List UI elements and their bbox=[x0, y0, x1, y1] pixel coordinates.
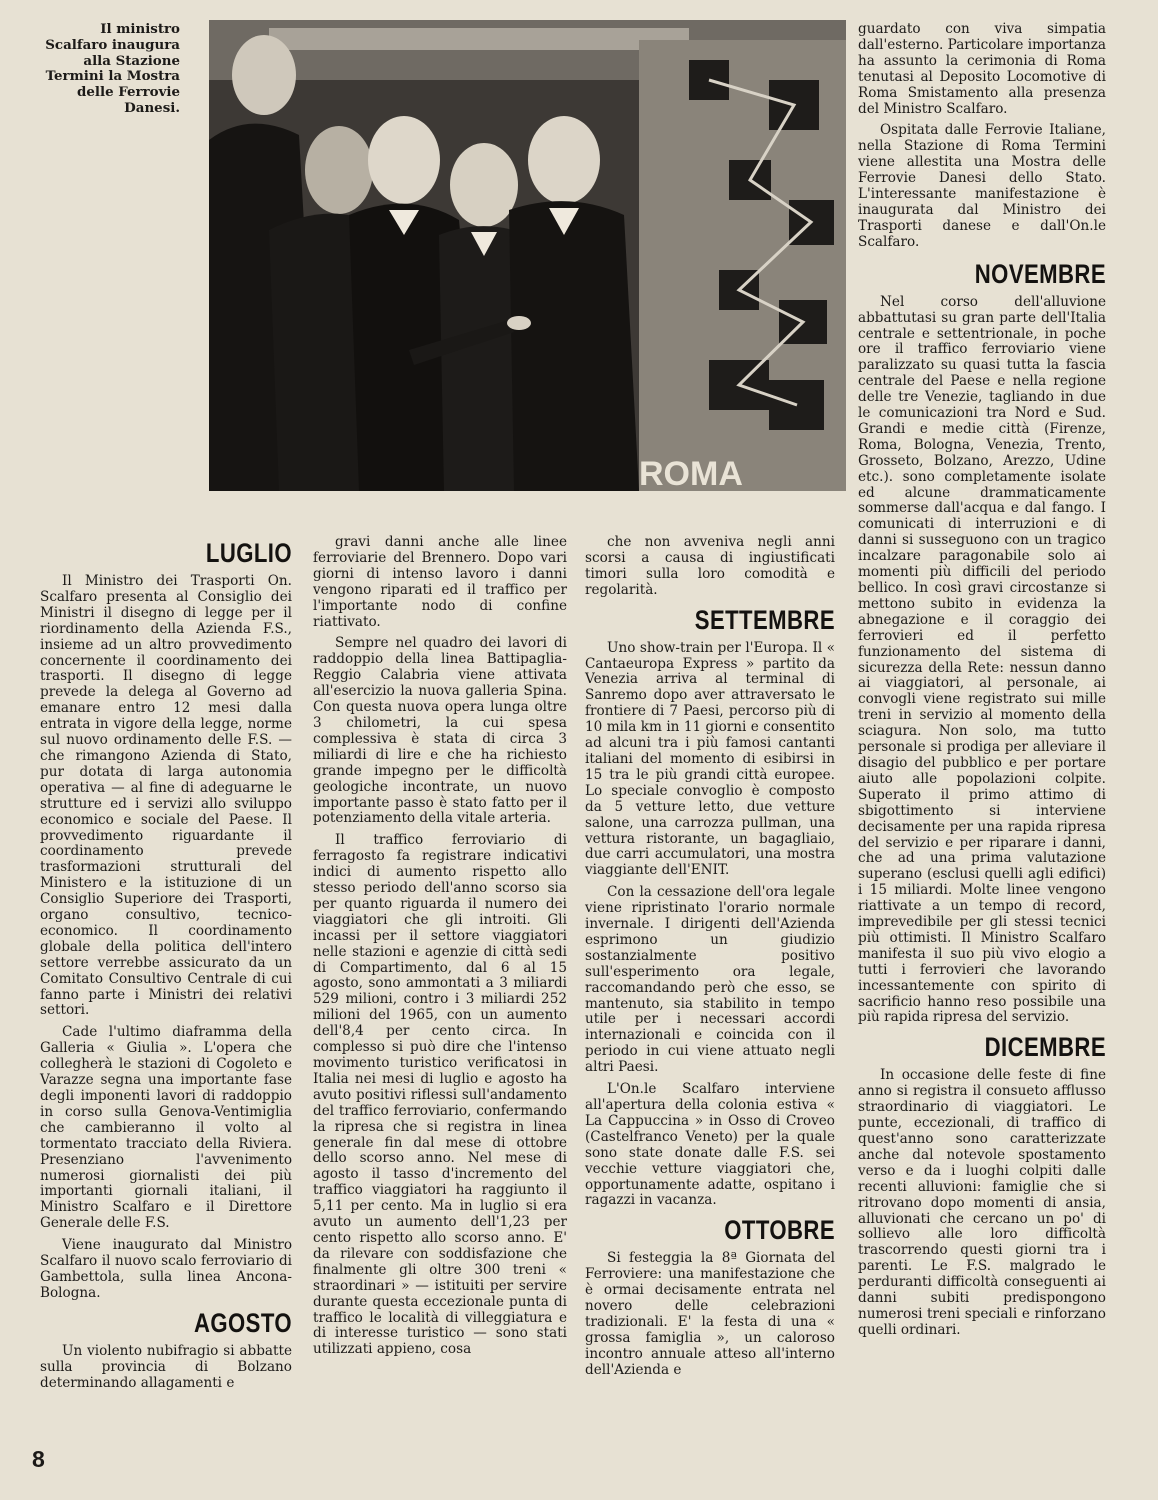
heading-luglio: LUGLIO bbox=[205, 538, 292, 568]
column-1 bbox=[40, 538, 292, 1398]
paragraph: Un violento nubifragio si abbatte sulla provincia di Bolzano determinando allagamenti e bbox=[40, 1342, 292, 1391]
page-number: 8 bbox=[32, 1446, 45, 1472]
paragraph: Con la cessazione dell'ora legale viene ripristinato l'orario normale invernale. I dirigenti dell'Azienda esprimono un giudizio sostanzialmente positivo sull'esperimento ora legale, raccomandando però che esso, se mantenuto, sia stabilito in tempo utile per i necessari accordi internazionali e coincida con il periodo in cui viene attuato negli altri Paesi. bbox=[585, 884, 835, 1076]
paragraph: Si festeggia la 8ª Giornata del Ferroviere: una manifestazione che è ormai decisamente entrata nel novero delle celebrazioni tradizionali. E' la festa di una « grossa famiglia », un caloroso incontro annuale atteso all'interno dell'Azienda e bbox=[585, 1250, 835, 1378]
paragraph: In occasione delle feste di fine anno si registra il consueto afflusso straordinario di viaggiatori. Le punte, eccezionali, di traffico di quest'anno sono caratterizzate anche dal notevole spostamento verso e da i luoghi colpiti dalle recenti alluvioni: famiglie che si ritrovano dopo momenti di ansia, alluvionati che cercano un po' di sollievo alle loro difficoltà trascorrendo questi giorni tra i parenti. Le F.S. malgrado le perduranti difficoltà conseguenti ai danni subiti predispongono numerosi treni speciali e rinforzano quelli ordinari. bbox=[858, 1067, 1106, 1338]
paragraph: Nel corso dell'alluvione abbattutasi su gran parte dell'Italia centrale e settentrionale, in poche ore il traffico ferroviario viene paralizzato su quasi tutta la fascia centrale del Paese e nella regione delle tre Venezie, tagliando in due le comunicazioni tra Nord e Sud. Grandi e medie città (Firenze, Roma, Bologna, Venezia, Trento, Grosseto, Bolzano, Arezzo, Udine etc.). sono completamente isolate ed alcune drammaticamente sommerse dall'acqua e dal fango. I comunicati di interruzioni e di danni si susseguono con un tragico incalzare paragonabile solo ai momenti più difficili del periodo bellico. In così gravi circostanze si mettono subito in evidenza la abnegazione e il coraggio dei ferrovieri ed il perfetto funzionamento del sistema di sicurezza della Rete: nessun danno ai viaggiatori, al personale, ai convogli viene registrato sui mille treni in servizio al momento della sciagura. Non solo, ma tutto personale si prodiga per alleviare il disagio del pubblico e per portare aiuto alle popolazioni colpite. Superato il primo attimo di sbigottimento si interviene decisamente per una rapida ripresa del servizio e per riparare i danni, che ad una prima valutazione superano (esclusi quelli agli edifici) i 15 miliardi. Molte linee vengono riattivate a un tempo di record, imprevedibile per gli stessi tecnici più ottimisti. Il Ministro Scalfaro manifesta il suo più vivo elogio a tutti i ferrovieri che lavorando incessantemente con spirito di sacrificio hanno reso possibile una più rapida ripresa del servizio. bbox=[858, 293, 1106, 1026]
paragraph: gravi danni anche alle linee ferroviarie del Brennero. Dopo vari giorni di intenso lavoro i danni vengono riparati ed il traffico per l'importante nodo di confine riattivato. bbox=[313, 534, 567, 630]
heading-agosto: AGOSTO bbox=[193, 1307, 292, 1338]
paragraph: Sempre nel quadro dei lavori di raddoppio della linea Battipaglia-Reggio Calabria viene attivata all'esercizio la nuova galleria Spina. Con questa nuova opera lunga oltre 3 chilometri, la cui spesa complessiva è stata di circa 3 miliardi di lire e che ha richiesto grande impegno per le difficoltà geologiche incontrate, un nuovo importante passo è stato fatto per il potenziamento della vitale arteria. bbox=[313, 635, 567, 827]
paragraph: che non avveniva negli anni scorsi a causa di ingiustificati timori sulla loro comodità e regolarità. bbox=[585, 534, 835, 598]
paragraph: L'On.le Scalfaro interviene all'apertura della colonia estiva « La Cappuccina » in Osso di Croveo (Castelfranco Veneto) per la quale sono state donate dalle F.S. sei vecchie vetture viaggiatori che, opportunamente adatte, ospitano i ragazzi in vacanza. bbox=[585, 1081, 835, 1209]
photograph bbox=[209, 20, 846, 491]
heading-dicembre: DICEMBRE bbox=[984, 1032, 1106, 1063]
paragraph: Il Ministro dei Trasporti On. Scalfaro presenta al Consiglio dei Ministri il disegno di legge per il riordinamento della Azienda F.S., insieme ad un altro provvedimento concernente il coordinamento dei trasporti. Il disegno di legge prevede la delega al Governo ad emanare entro 12 mesi dalla entrata in vigore della legge, norme sul nuovo ordinamento delle F.S. — che rimangono Azienda di Stato, pur dotata di larga autonomia operativa — al fine di adeguarne le strutture ed i servizi allo sviluppo economico e sociale del Paese. Il provvedimento riguardante il coordinamento prevede trasformazioni strutturali del Ministero e la istituzione di un Consiglio Superiore dei Trasporti, organo consultivo, tecnico-economico. Il coordinamento globale della politica dell'intero settore verrebbe assicurato da un Comitato Consultivo Centrale di cui fanno parte i Ministri dei relativi settori. bbox=[40, 573, 292, 1019]
paragraph: Cade l'ultimo diaframma della Galleria « Giulia ». L'opera che collegherà le stazioni di Cogoleto e Varazze segna una importante fase degli imponenti lavori di raddoppio in corso sulla Genova-Ventimiglia che cambieranno il volto al tormentato tracciato della Riviera. Presenziano l'avvenimento numerosi giornalisti dei più importanti giornali italiani, il Ministro Scalfaro e il Direttore Generale delle F.S. bbox=[40, 1024, 292, 1232]
column-3 bbox=[585, 535, 835, 1385]
heading-settembre: SETTEMBRE bbox=[694, 604, 835, 635]
heading-novembre: NOVEMBRE bbox=[974, 258, 1106, 289]
paragraph: guardato con viva simpatia dall'esterno. Particolare importanza ha assunto la cerimonia di Roma tenutasi al Deposito Locomotive di Roma Smistamento alla presenza del Ministro Scalfaro. bbox=[858, 21, 1106, 117]
photo-illustration bbox=[209, 20, 846, 491]
column-2 bbox=[313, 535, 567, 1364]
photo-caption: Il ministro Scalfaro inaugura alla Stazione Termini la Mostra delle Ferrovie Danesi. bbox=[45, 21, 180, 116]
paragraph: Uno show-train per l'Europa. Il « Cantaeuropa Express » partito da Venezia arriva al terminal di Sanremo dopo aver attraversato le frontiere di 7 Paesi, percorso più di 10 mila km in 11 giorni e consentito ad alcuni tra i più famosi cantanti italiani del momento di esibirsi in 15 tra le più grandi città europee. Lo speciale convoglio è composto da 5 vetture letto, due vetture salone, una carrozza pullman, una vettura ristorante, un bagagliaio, due carri accumulatori, una mostra viaggiante dell'ENIT. bbox=[585, 639, 835, 879]
sign-text: ROMA bbox=[639, 455, 743, 491]
heading-ottobre: OTTOBRE bbox=[724, 1215, 835, 1246]
paragraph: Il traffico ferroviario di ferragosto fa registrare indicativi indici di aumento rispetto allo stesso periodo dell'anno scorso sia per quanto riguarda il numero dei viaggiatori che gli introiti. Gli incassi per il settore viaggiatori nelle stazioni e agenzie di città sedi di Compartimento, dal 6 al 15 agosto, sono ammontati a 3 miliardi 529 milioni, contro i 3 miliardi 252 milioni del 1965, con un aumento dell'8,4 per cento circa. In complesso si può dire che l'intenso movimento turistico verificatosi in Italia nei mesi di luglio e agosto ha avuto positivi riflessi sull'andamento del traffico ferroviario, confermando la ripresa che si registra in linea generale fin dal mese di ottobre dello scorso anno. Nel mese di agosto il tasso d'incremento del traffico viaggiatori ha raggiunto il 5,11 per cento. Ma in luglio si era avuto un aumento dell'1,23 per cento rispetto allo scorso anno. E' da rilevare con soddisfazione che finalmente gli oltre 300 treni « straordinari » — istituiti per servire durante questa eccezionale punta di traffico le località di villeggiatura e di interesse turistico — sono stati utilizzati appieno, cosa bbox=[313, 832, 567, 1358]
paragraph: Ospitata dalle Ferrovie Italiane, nella Stazione di Roma Termini viene allestita una Mostra delle Ferrovie Danesi dello Stato. L'interessante manifestazione è inaugurata dal Ministro dei Trasporti danese e dall'On.le Scalfaro. bbox=[858, 122, 1106, 250]
column-4 bbox=[858, 22, 1106, 1345]
paragraph: Viene inaugurato dal Ministro Scalfaro il nuovo scalo ferroviario di Gambettola, sulla linea Ancona-Bologna. bbox=[40, 1237, 292, 1301]
